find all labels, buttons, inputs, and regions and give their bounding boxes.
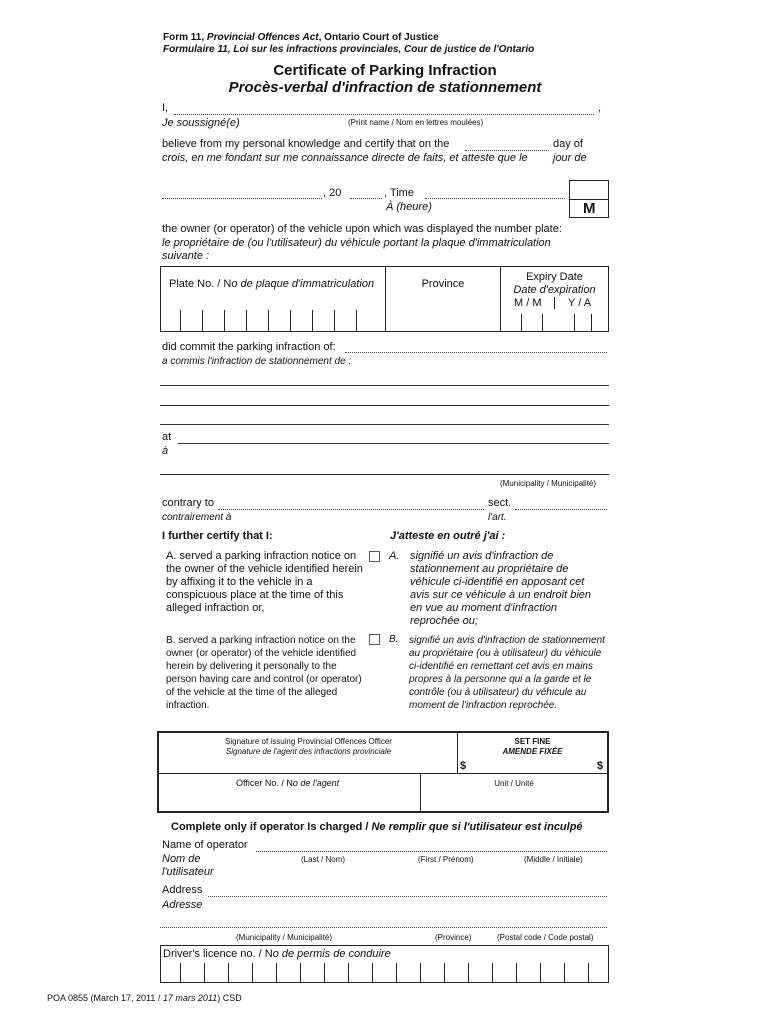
statute-field[interactable] [218,509,484,510]
province-hint: (Province) [435,933,472,942]
day-of: day of [553,138,583,150]
title-en: Certificate of Parking Infraction [273,62,497,79]
infraction-line[interactable] [160,424,609,425]
plate-char-tick [268,310,269,332]
divider [554,297,555,309]
expiry-label-fr: Date d'expiration [513,284,596,296]
expiry-tick [521,314,522,332]
contrary-en: contrary to [162,497,214,509]
address-line[interactable] [160,927,607,928]
officer-no-label: Officer No. / No de l'agent [236,778,340,788]
option-a-checkbox[interactable] [369,551,380,562]
heure-label: À (heure) [386,201,432,213]
option-b-letter: B. [389,634,399,645]
municipality-hint: (Municipality / Municipalité) [236,933,333,942]
section-field[interactable] [515,509,607,510]
licence-label: Driver's licence no. / No de permis de conduire [163,948,391,960]
licence-tick [540,963,541,983]
operator-heading: Complete only if operator Is charged / Ne remplir que si l'utilisateur est inculpé [171,821,583,833]
address-label: Address [162,884,203,896]
licence-tick [396,963,397,983]
plate-char-tick [224,310,225,332]
art-label: l'art. [488,512,507,523]
signature-label: Signature of issuing Provincial Offences Officer [225,737,392,746]
owner-fr: le propriétaire de (ou l'utilisateur) du véhicule portant la plaque d'immatriculation suivante : [162,237,551,262]
unit-label: Unit / Unité [494,779,534,788]
name-field[interactable] [174,114,594,115]
expiry-tick [574,314,575,332]
option-b-en: B. served a parking infraction notice on the owner (or operator) of the vehicle identified herein by delivering it personally to the person having care and control (or operator) of the vehicle at the time of the alleged infraction. [166,635,362,711]
dollar-sign: $ [597,760,604,772]
m-label: M [583,200,596,217]
postal-code-hint: (Postal code / Code postal) [497,933,594,942]
print-name-hint: (Print name / Nom en lettres moulées) [348,118,484,127]
option-b-checkbox[interactable] [369,634,380,645]
licence-tick [492,963,493,983]
comma: , [598,102,602,114]
licence-tick [204,963,205,983]
plate-char-tick [334,310,335,332]
licence-tick [420,963,421,983]
licence-tick [468,963,469,983]
month-field[interactable] [162,198,322,199]
divider [385,266,386,332]
plate-char-tick [356,310,357,332]
municipality-hint: (Municipality / Municipalité) [500,479,597,488]
licence-tick [348,963,349,983]
plate-char-tick [202,310,203,332]
middle-name-hint: (Middle / Initiale) [524,855,583,864]
option-a-en: A. served a parking infraction notice on the owner of the vehicle identified herein by affixing it to the vehicle in a conspicuous place at the time of this alleged infraction or, [166,550,363,614]
divider [569,199,609,200]
believe-fr: crois, en me fondant sur me connaissance directe de faits, et atteste que le [162,152,528,164]
last-name-hint: (Last / Nom) [301,855,346,864]
licence-tick [444,963,445,983]
infraction-field[interactable] [345,352,607,353]
licence-tick [252,963,253,983]
licence-tick [588,963,589,983]
form-reference-fr: Formulaire 11, Loi sur les infractions provinciales, Cour de justice de l'Ontario [163,44,535,55]
month-label: M / M [514,297,542,309]
form-reference-en: Form 11, Provincial Offences Act, Ontario Court of Justice [163,32,439,43]
dollar-sign: $ [460,760,467,772]
licence-tick [516,963,517,983]
location-line[interactable] [160,474,609,475]
set-fine-label: SET FINE [514,737,551,746]
sect-label: sect. [488,497,512,509]
address-field[interactable] [208,896,607,897]
jour-de: jour de [553,152,587,164]
plate-char-tick [290,310,291,332]
expiry-tick [542,314,543,332]
signature-label-fr: Signature de l'agent des infractions provinciale [225,747,392,756]
option-a-fr: signifié un avis d'infraction de stationnement au propriétaire de véhicule ci-identifié en apposant cet avis sur ce véhicule à un endroit bien en vue au moment d'infraction reprochée ou; [410,550,591,627]
je-label: Je soussigné(e) [162,117,240,129]
location-field[interactable] [178,443,609,444]
i-label: I, [162,102,169,114]
option-a-letter: A. [389,550,400,562]
name-operator-fr: Nom de l'utilisateur [162,853,214,878]
infraction-fr: a commis l'infraction de stationnement de : [162,356,352,367]
licence-tick [180,963,181,983]
time-field[interactable] [425,198,565,199]
operator-name-field[interactable] [256,851,607,852]
year-field[interactable] [350,198,382,199]
province-label: Province [421,278,465,290]
contrary-fr: contrairement à [162,512,232,523]
divider [157,773,609,774]
licence-tick [228,963,229,983]
infraction-en: did commit the parking infraction of: [162,341,336,353]
day-field[interactable] [465,150,549,151]
expiry-label: Expiry Date [526,271,583,283]
time-label: , Time [384,187,414,199]
year-label: Y / A [568,297,592,309]
plate-char-tick [312,310,313,332]
licence-tick [300,963,301,983]
a-label: à [162,445,169,457]
certify-en: I further certify that I: [162,530,273,542]
believe-en: believe from my personal knowledge and certify that on the [162,138,450,150]
licence-tick [276,963,277,983]
address-label-fr: Adresse [162,899,203,911]
at-label: at [162,431,172,443]
amende-label: AMENDE FIXÉE [502,747,563,756]
plate-label: Plate No. / No de plaque d'immatriculation [169,278,375,290]
year-prefix: , 20 [323,187,342,199]
owner-en: the owner (or operator) of the vehicle upon which was displayed the number plate: [162,223,562,235]
title-fr: Procès-verbal d'infraction de stationnement [228,79,542,96]
licence-tick [564,963,565,983]
name-operator-label: Name of operator [162,839,248,851]
option-b-fr: signifié un avis d'infraction de stationnement au propriétaire (ou à utilisateur) du véhicule ci-identifié en remettant cet avis en mains propres à la personne qui a la garde et le contrôle (ou à utilisateur) du véhicule au moment de l'infraction reprochée. [409,635,605,711]
licence-tick [372,963,373,983]
infraction-line[interactable] [160,405,609,406]
plate-char-tick [180,310,181,332]
form-code: POA 0855 (March 17, 2011 / 17 mars 2011) CSD [47,993,242,1003]
licence-tick [324,963,325,983]
expiry-tick [591,314,592,332]
plate-char-tick [246,310,247,332]
certify-fr: J'atteste en outré j'ai : [390,530,506,542]
infraction-line[interactable] [160,385,609,386]
first-name-hint: (First / Prénom) [418,855,474,864]
